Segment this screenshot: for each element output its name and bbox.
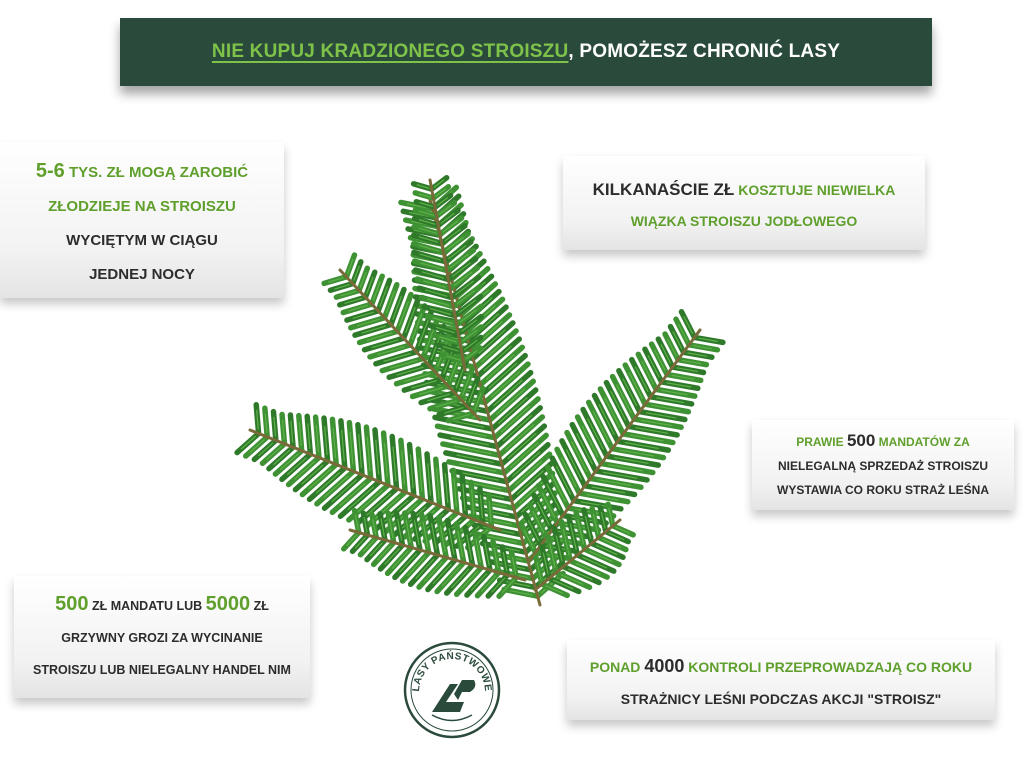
card1-line2: ZŁODZIEJE NA STROISZU xyxy=(48,198,236,215)
card4-line2: GRZYWNY GROZI ZA WYCINANIE xyxy=(61,631,263,645)
fact-card-fines-count xyxy=(752,420,1014,510)
card5-number: 4000 xyxy=(644,656,685,676)
banner-highlight: NIE KUPUJ KRADZIONEGO STROISZU xyxy=(211,41,569,62)
card4-n1: 500 xyxy=(55,593,89,615)
card4-t2: ZŁ xyxy=(253,599,269,613)
card1-text1: MOGĄ ZAROBIĆ xyxy=(128,164,249,181)
card3-line3: WYSTAWIA CO ROKU STRAŻ LEŚNA xyxy=(777,483,989,497)
card3-post: MANDATÓW ZA xyxy=(878,435,970,449)
card4-n2: 5000 xyxy=(205,593,251,615)
card2-text1: KOSZTUJE NIEWIELKA xyxy=(738,182,896,198)
lasy-panstwowe-logo xyxy=(402,640,502,740)
banner-rest: , POMOŻESZ CHRONIĆ LASY xyxy=(568,41,841,62)
card4-line3: STROISZU LUB NIELEGALNY HANDEL NIM xyxy=(33,663,291,677)
card2-lead: KILKANAŚCIE ZŁ xyxy=(592,180,735,199)
card3-pre: PRAWIE xyxy=(796,435,844,449)
card5-post: KONTROLI PRZEPROWADZAJĄ CO ROKU xyxy=(688,659,973,675)
card1-line4: JEDNEJ NOCY xyxy=(89,266,195,283)
card5-line2: STRAŻNICY LEŚNI PODCZAS AKCJI "STROISZ" xyxy=(620,691,942,707)
fact-card-inspections xyxy=(567,640,995,720)
card2-line2: WIĄZKA STROISZU JODŁOWEGO xyxy=(630,213,858,229)
card3-line2: NIELEGALNĄ SPRZEDAŻ STROISZU xyxy=(777,459,988,473)
amount-unit: TYS. ZŁ xyxy=(68,164,125,181)
card5-pre: PONAD xyxy=(589,659,641,675)
card1-line3: WYCIĘTYM W CIĄGU xyxy=(66,232,218,249)
amount-value: 5-6 xyxy=(35,160,65,182)
fir-needle-highlight xyxy=(393,296,401,319)
card3-number: 500 xyxy=(846,431,876,450)
header-banner xyxy=(120,18,932,86)
fir-branch-image xyxy=(230,160,750,620)
logo-text: LASY PAŃSTWOWE xyxy=(410,650,494,693)
card4-t1: ZŁ MANDATU LUB xyxy=(91,599,203,613)
